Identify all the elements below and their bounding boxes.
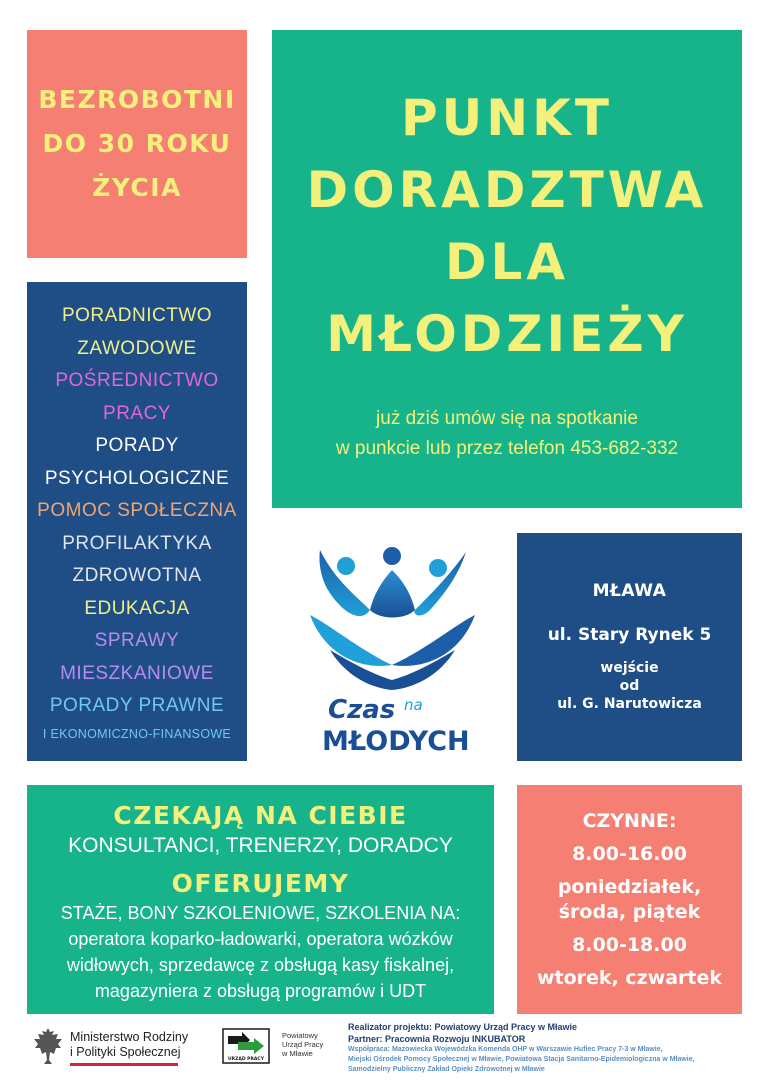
service-item: PORADY [95,435,179,456]
svg-text:URZĄD PRACY: URZĄD PRACY [228,1057,264,1062]
page-title-line: MŁODZIEŻY [326,305,688,363]
offer-box [27,785,494,1014]
offer-line: operatora koparko-ładowarki, operatora wózków [68,928,453,949]
service-item: MIESZKANIOWE [60,662,214,684]
ministry-name: Ministerstwo Rodziny i Polityki Społecznej [70,1030,189,1059]
offer-line: magazyniera z obsługą programów i UDT [94,980,427,1001]
service-item: POŚREDNICTWO [55,370,219,391]
logo-text-na: na [404,696,423,714]
hours-label: CZYNNE: [582,809,677,832]
logo-text-czas: Czas [328,695,396,725]
partner-text: Partner: Pracownia Rozwoju INKUBATOR [348,1034,526,1044]
target-group-line: DO 30 ROKU [42,129,232,158]
hours-days: środa, piątek [558,900,701,923]
urzad-pracy-logo [222,1028,270,1064]
target-group-line: ŻYCIA [92,173,182,202]
service-item: SPRAWY [94,630,180,651]
offer-line: STAŻE, BONY SZKOLENIOWE, SZKOLENIA NA: [60,902,461,923]
urzad-pracy-name: Powiatowy Urząd Pracy w Mławie [282,1031,324,1058]
cooperation-text: Współpraca: Mazowiecka Wojewódzka Komenda OHP w Warszawie Hufiec Pracy 7-3 w Mławie, [348,1046,663,1053]
service-item: PORADNICTWO [61,305,213,326]
entrance-info: ul. G. Narutowicza [557,696,702,712]
figure-head-icon [429,559,447,577]
page-title-line: DORADZTWA [306,161,708,219]
project-credits [348,1021,758,1075]
czas-na-mlodych-logo [300,540,485,770]
service-item: PSYCHOLOGICZNE [44,467,230,489]
services-list [27,282,247,761]
figure-head-icon [337,557,355,575]
target-group-line: BEZROBOTNI [38,85,236,114]
service-item: PRACY [103,402,171,424]
logo-text-mlodych: MŁODYCH [322,726,470,757]
eagle-emblem-icon [32,1026,64,1066]
hours-slot: 8.00-16.00 [572,842,687,865]
city-name: MŁAWA [592,581,667,601]
entrance-info: wejście [600,660,659,676]
cooperation-text: Miejski Ośrodek Pomocy Społecznej w Mławie, Powiatowa Stacja Sanitarno-Epidemiologiczna w Mławie, [348,1056,695,1063]
opening-hours-box [517,785,742,1014]
realizator-text: Realizator projektu: Powiatowy Urząd Pracy w Mławie [348,1022,578,1032]
service-item: I EKONOMICZNO-FINANSOWE [42,726,232,741]
offer-heading-waiting: CZEKAJĄ NA CIEBIE [113,800,408,830]
service-item: ZDROWOTNA [72,565,202,586]
appointment-text: już dziś umów się na spotkanie [376,408,638,429]
street-address: ul. Stary Rynek 5 [547,625,712,645]
service-item: PORADY PRAWNE [49,695,225,716]
service-item: EDUKACJA [84,597,190,619]
footer [0,1016,764,1080]
service-item: ZAWODOWE [77,337,197,359]
service-item: POMOC SPOŁECZNA [37,500,237,521]
hours-days: wtorek, czwartek [536,966,723,989]
offer-heading-offer: OFERUJEMY [171,868,350,898]
entrance-info: od [619,678,640,694]
page-title-line: PUNKT [401,89,613,147]
service-item: PROFILAKTYKA [62,532,212,554]
title-box [272,30,742,508]
address-box [517,533,742,761]
target-group-box [27,30,247,258]
hours-days: poniedziałek, [557,875,702,898]
cooperation-text: Samodzielny Publiczny Zakład Opieki Zdrowotnej w Mławie [348,1066,545,1073]
ministry-flag-bar [70,1063,178,1066]
page-title-line: DLA [444,233,570,291]
offer-line: widłowych, sprzedawcę z obsługą kasy fiskalnej, [66,954,455,975]
appointment-phone-text: w punkcie lub przez telefon 453-682-332 [335,438,679,459]
figure-head-icon [383,547,401,565]
offer-staff-line: KONSULTANCI, TRENERZY, DORADCY [68,833,453,857]
hours-slot: 8.00-18.00 [572,933,687,956]
